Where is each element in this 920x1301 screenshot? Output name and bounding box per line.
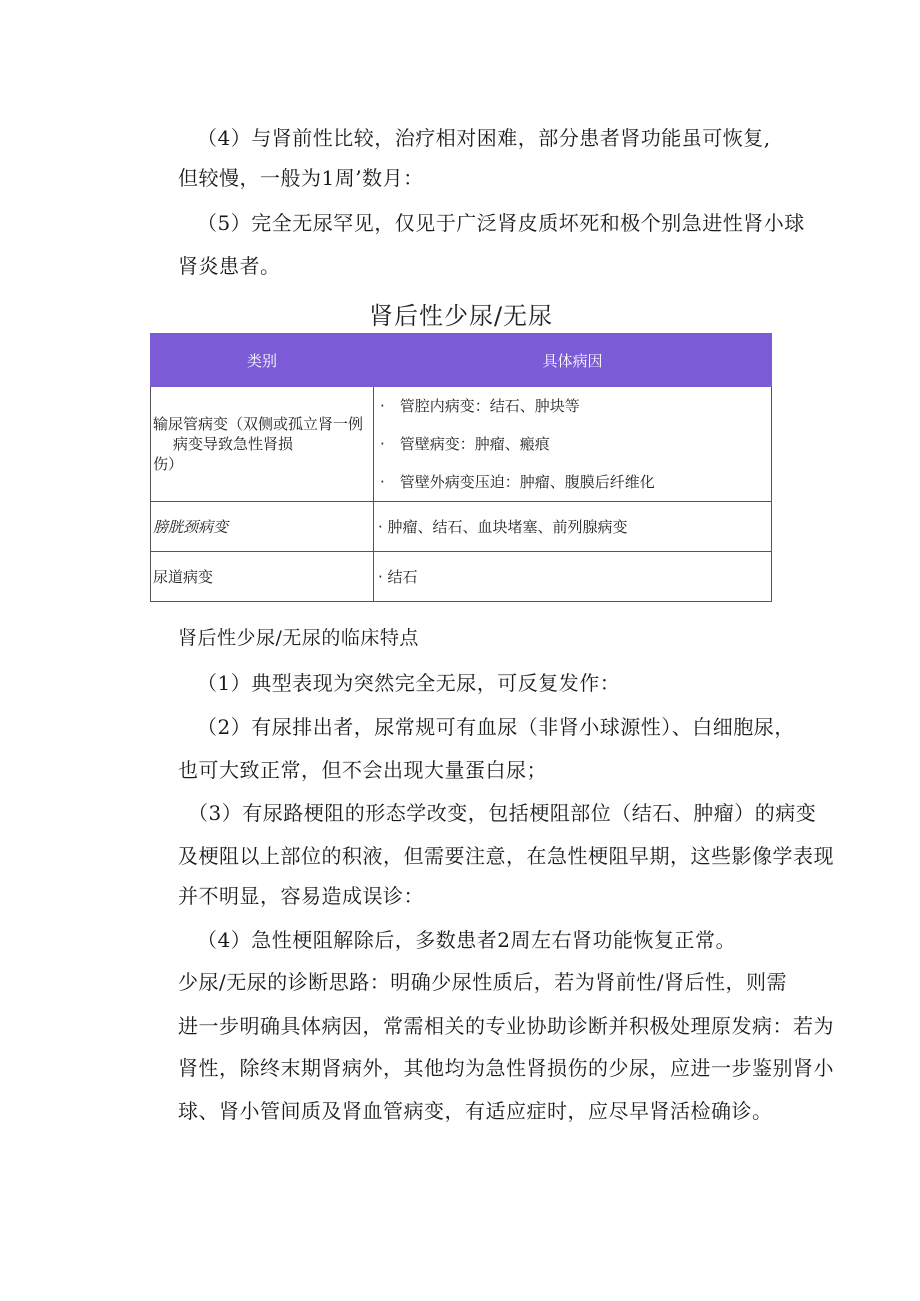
cause-item: · 管壁外病变压迫：肿瘤、腹膜后纤维化 [380,473,655,491]
diagnosis-line3: 肾性，除终末期肾病外，其他均为急性肾损伤的少尿，应进一步鉴别肾小 [178,1056,834,1080]
clinical-item-3-line1: （3）有尿路梗阻的形态学改变，包括梗阻部位（结石、肿瘤）的病变 [188,801,817,825]
clinical-heading: 肾后性少尿/无尿的临床特点 [178,627,419,649]
diagnosis-line1: 少尿/无尿的诊断思路：明确少尿性质后，若为肾前性/肾后性，则需 [178,970,787,994]
cause-cell [374,387,772,502]
category-cell [151,387,374,502]
causes-table [150,333,772,602]
paragraph-5-line2: 肾炎患者。 [178,254,281,278]
header-cause: 具体病因 [374,334,772,387]
table-title: 肾后性少尿/无尿 [368,302,554,330]
clinical-item-3-line2: 及梗阻以上部位的积液，但需要注意，在急性梗阻早期，这些影像学表现 [178,844,834,868]
clinical-item-2-line1: （2）有尿排出者，尿常规可有血尿（非肾小球源性）、白细胞尿， [197,715,795,739]
category-line: 伤） [153,455,184,473]
cause-cell: · 肿瘤、结石、血块堵塞、前列腺病变 [374,502,772,552]
table-row [151,552,772,602]
cause-item: · 管腔内病变：结石、肿块等 [380,397,580,415]
header-category: 类别 [151,334,374,387]
clinical-item-4: （4）急性梗阻解除后，多数患者2周左右肾功能恢复正常。 [197,928,736,952]
clinical-item-3-line3: 并不明显，容易造成误诊： [178,884,424,908]
clinical-item-1: （1）典型表现为突然完全无尿，可反复发作： [197,671,621,695]
category-cell: 膀胱颈病变 [151,502,374,552]
diagnosis-line4: 球、肾小管间质及肾血管病变，有适应症时，应尽早肾活检确诊。 [178,1099,773,1123]
diagnosis-line2: 进一步明确具体病因，常需相关的专业协助诊断并积极处理原发病：若为 [178,1014,834,1038]
category-line: 病变导致急性肾损 [173,435,294,453]
paragraph-4-line1: （4）与肾前性比较，治疗相对困难，部分患者肾功能虽可恢复, [197,126,771,150]
cause-cell: · 结石 [374,552,772,602]
category-cell: 尿道病变 [151,552,374,602]
table-row [151,387,772,502]
paragraph-4-line2: 但较慢，一般为1周’数月： [178,166,424,190]
paragraph-5-line1: （5）完全无尿罕见，仅见于广泛肾皮质坏死和极个别急进性肾小球 [197,211,805,235]
table-row [151,502,772,552]
clinical-item-2-line2: 也可大致正常，但不会出现大量蛋白尿； [178,758,547,782]
table-header-row [151,334,772,387]
category-line: 输尿管病变（双侧或孤立肾一例 [153,415,364,433]
cause-item: · 管壁病变：肿瘤、瘢痕 [380,435,550,453]
